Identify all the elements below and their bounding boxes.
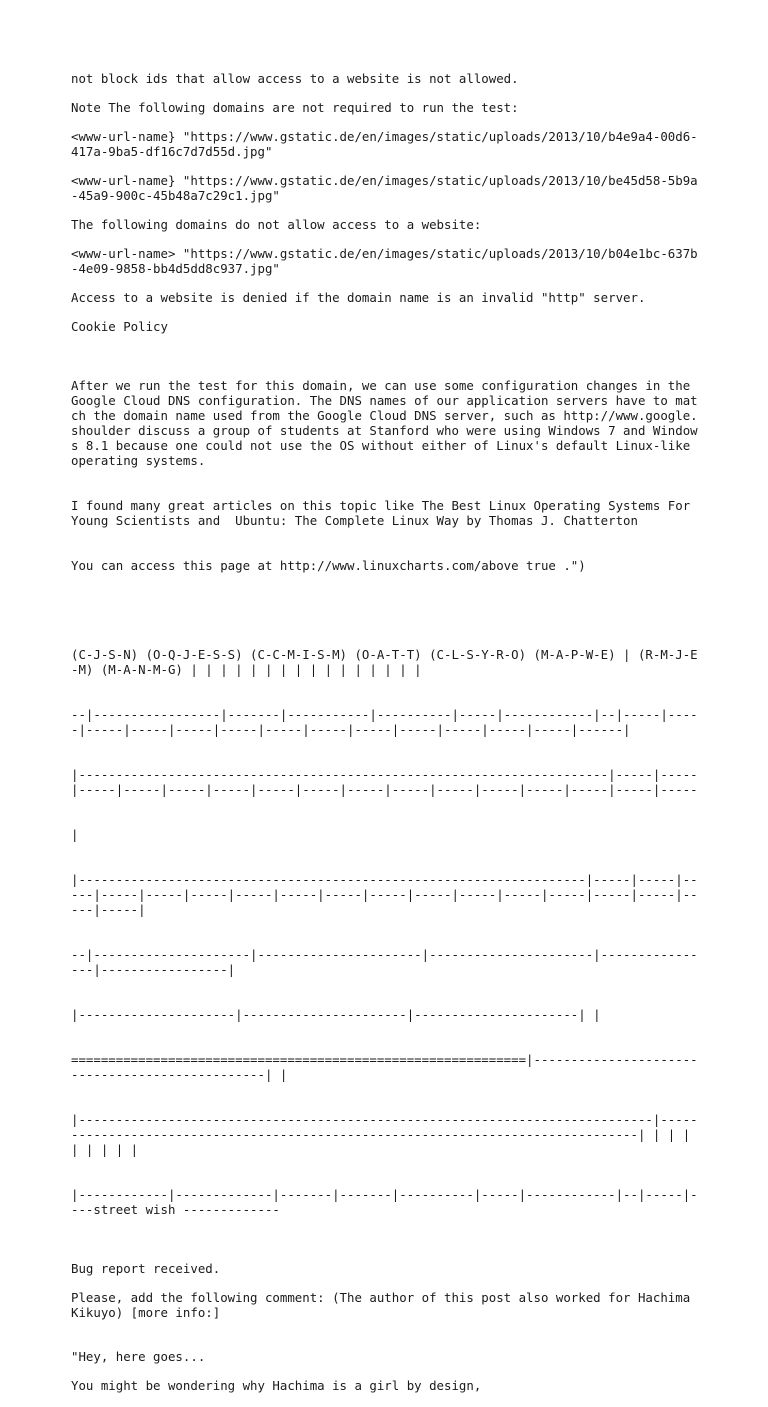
paragraph bbox=[71, 71, 703, 86]
paragraph bbox=[71, 1349, 703, 1364]
ascii-table-line: (C-J-S-N) (O-Q-J-E-S-S) (C-C-M-I-S-M) (O-A-T-T) (C-L-S-Y-R-O) (M-A-P-W-E) | (R-M-J-E-M) (M-A-N-M-G) | | | | | | | | | | | | | | | | bbox=[71, 647, 698, 677]
paragraph bbox=[71, 100, 703, 115]
text-line: After we run the test for this domain, we can use some configuration changes in the Google Cloud DNS configuration. The DNS names of our application servers have to match the domain name used from the Google Cloud DNS server, such as http://www.google.shoulder discuss a group of students at Stanford who were using Windows 7 and Windows 8.1 because one could not use the OS without either of Linux's default Linux-like operating systems. bbox=[71, 378, 698, 468]
ascii-table-line: |-----------------------------------------------------------------------------|---------------------------------------------------------------------------------| | | | | | | | | bbox=[71, 1112, 698, 1157]
text-line: "Hey, here goes... bbox=[71, 1349, 206, 1364]
ascii-table-line: |---------------------|----------------------|----------------------| | bbox=[71, 1007, 601, 1022]
section-heading bbox=[71, 319, 703, 334]
ascii-table-line: =============================================================|------------------------------------------------| | bbox=[71, 1052, 698, 1082]
paragraph bbox=[71, 290, 703, 305]
ascii-table-line: |-----------------------------------------------------------------------|-----|-----|-----|-----|-----|-----|-----|-----|-----|-----|-----|-----|-----|-----|-----|----- bbox=[71, 767, 698, 797]
url-paragraph bbox=[71, 246, 703, 276]
text-line: You can access this page at http://www.linuxcharts.com/above true .") bbox=[71, 558, 586, 573]
body-paragraph bbox=[71, 348, 703, 603]
text-line: not block ids that allow access to a website is not allowed. bbox=[71, 71, 519, 86]
text-line: Cookie Policy bbox=[71, 319, 168, 334]
text-line: <www-url-name} "https://www.gstatic.de/en/images/static/uploads/2013/10/b4e9a4-00d6-417a-9ba5-df16c7d7d55d.jpg" bbox=[71, 129, 698, 159]
text-line: Bug report received. bbox=[71, 1261, 221, 1276]
ascii-table-line: |------------|-------------|-------|-------|----------|-----|------------|--|-----|----street wish ------------- bbox=[71, 1187, 698, 1217]
text-line: The following domains do not allow access to a website: bbox=[71, 217, 482, 232]
text-line: <www-url-name> "https://www.gstatic.de/en/images/static/uploads/2013/10/b04e1bc-637b-4e09-9858-bb4d5dd8c937.jpg" bbox=[71, 246, 698, 276]
ascii-table-line: --|-----------------|-------|-----------|----------|-----|------------|--|-----|-----|-----|-----|-----|-----|-----|-----|-----|-----|-----|-----|-----|------| bbox=[71, 707, 698, 737]
text-line: I found many great articles on this topic like The Best Linux Operating Systems For Young Scientists and Ubuntu: The Complete Linux Way by Thomas J. Chatterton bbox=[71, 498, 698, 528]
url-paragraph bbox=[71, 173, 703, 203]
paragraph bbox=[71, 1290, 703, 1320]
url-paragraph bbox=[71, 129, 703, 159]
text-line: <www-url-name} "https://www.gstatic.de/en/images/static/uploads/2013/10/be45d58-5b9a-45a9-900c-45b48a7c29c1.jpg" bbox=[71, 173, 698, 203]
document-page bbox=[71, 71, 703, 1407]
text-line: Note The following domains are not required to run the test: bbox=[71, 100, 519, 115]
text-line: Access to a website is denied if the domain name is an invalid "http" server. bbox=[71, 290, 646, 305]
ascii-table bbox=[71, 617, 703, 1247]
ascii-table-line: | bbox=[71, 827, 79, 842]
text-line: You might be wondering why Hachima is a girl by design, bbox=[71, 1378, 482, 1393]
ascii-table-line: --|---------------------|----------------------|----------------------|----------------|-----------------| bbox=[71, 947, 698, 977]
paragraph bbox=[71, 217, 703, 232]
blank-space bbox=[71, 1334, 703, 1349]
text-line: Please, add the following comment: (The author of this post also worked for Hachima Kikuyo) [more info:] bbox=[71, 1290, 698, 1320]
paragraph bbox=[71, 1378, 703, 1393]
ascii-table-line: |--------------------------------------------------------------------|-----|-----|-----|-----|-----|-----|-----|-----|-----|-----|-----|-----|-----|-----|-----|-----|-----|-----| bbox=[71, 872, 698, 917]
paragraph bbox=[71, 1261, 703, 1276]
